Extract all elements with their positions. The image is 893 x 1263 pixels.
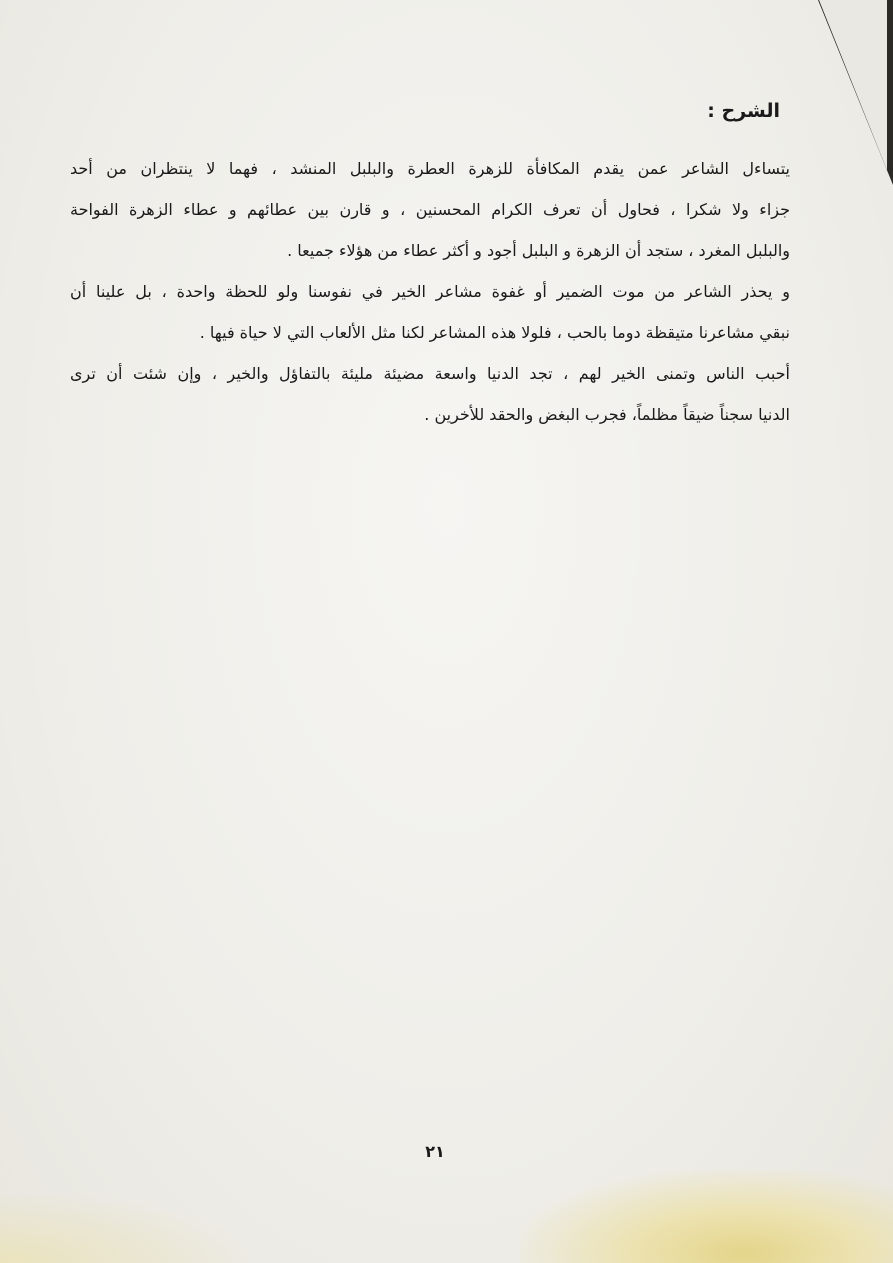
- paragraph-3: [70, 353, 790, 435]
- section-heading: الشرح :: [707, 100, 780, 122]
- paragraph-line: جزاء ولا شكرا ، فحاول أن تعرف الكرام المحسنين ، و قارن بين عطائهم و عطاء الزهرة الفواحة: [70, 200, 790, 219]
- page-number: ٢١: [425, 1142, 445, 1161]
- paragraph-line: الدنيا سجناً ضيقاً مظلماً، فجرب البغض والحقد للأخرين .: [424, 405, 790, 424]
- light-reflection-left: [0, 1190, 260, 1263]
- paragraph-2: [70, 271, 790, 353]
- paragraph-line: يتساءل الشاعر عمن يقدم المكافأة للزهرة العطرة والبلبل المنشد ، فهما لا ينتظران من أحد: [70, 159, 790, 178]
- paragraph-line: و يحذر الشاعر من موت الضمير أو غفوة مشاعر الخير في نفوسنا ولو للحظة واحدة ، بل علينا أن: [70, 282, 790, 301]
- document-body: [70, 100, 790, 435]
- light-reflection: [520, 1170, 893, 1263]
- page-corner-fold: [819, 0, 887, 170]
- paragraph-1: [70, 148, 790, 271]
- paragraph-line: أحبب الناس وتمنى الخير لهم ، تجد الدنيا واسعة مضيئة مليئة بالتفاؤل والخير ، وإن شئت أن ترى: [70, 364, 790, 383]
- paragraph-line: نبقي مشاعرنا متيقظة دوما بالحب ، فلولا هذه المشاعر لكنا مثل الألعاب التي لا حياة فيها .: [199, 323, 790, 342]
- paragraph-line: والبلبل المغرد ، ستجد أن الزهرة و البلبل أجود و أكثر عطاء من هؤلاء جميعا .: [287, 241, 790, 260]
